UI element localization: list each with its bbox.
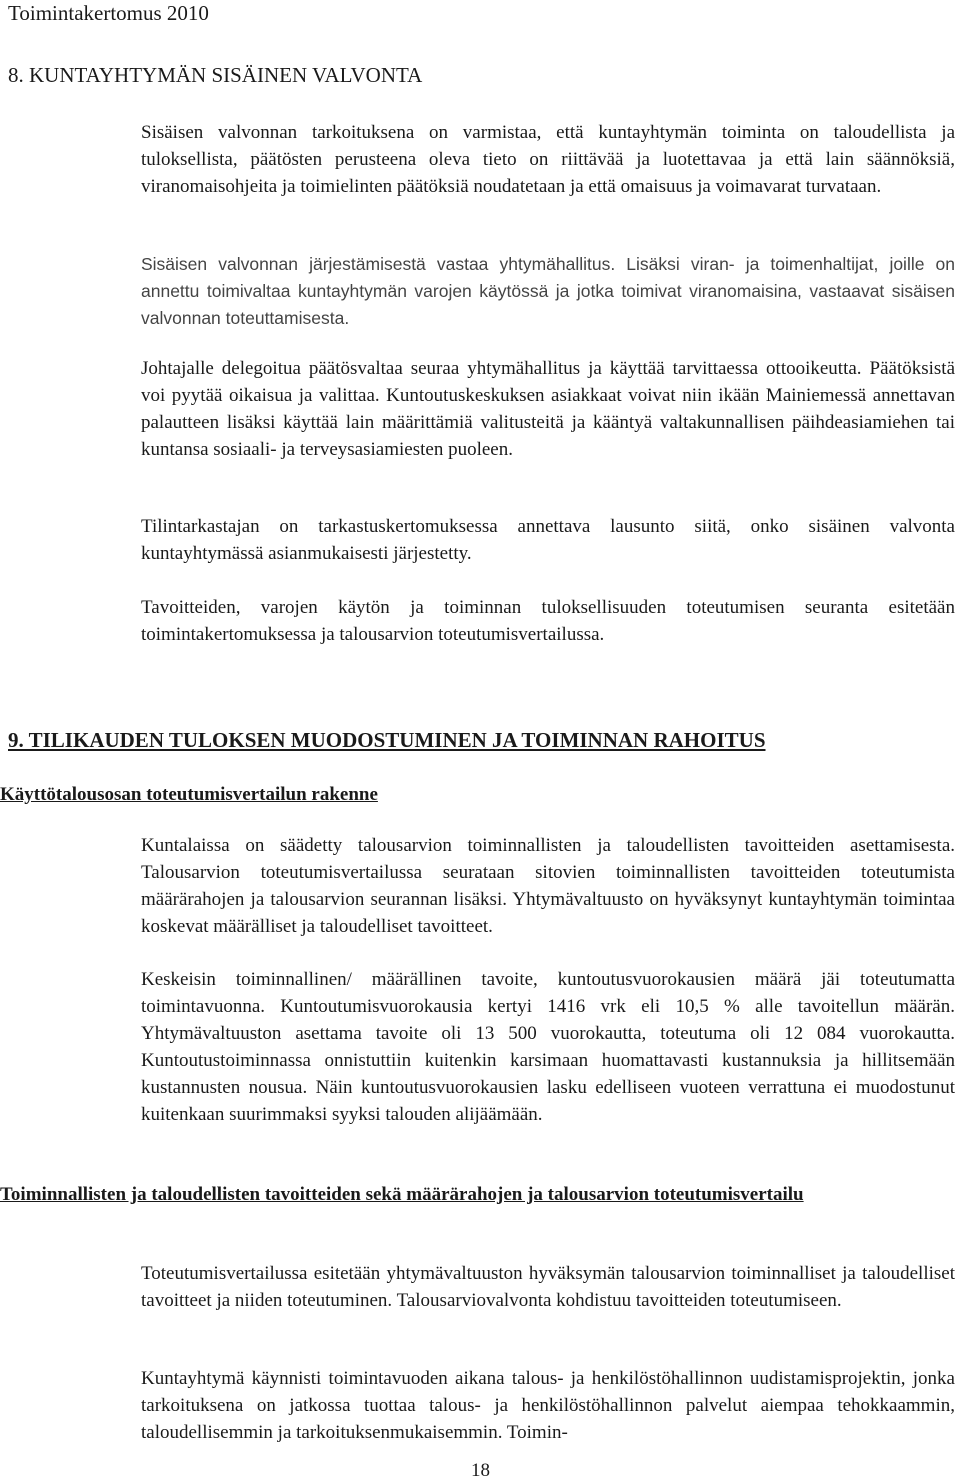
section-8-paragraph: Tavoitteiden, varojen käytön ja toiminnan tuloksellisuuden toteutumisen seuranta esitetään toimintakertomuksessa ja talousarvion toteutumisvertailussa. xyxy=(141,597,955,645)
subsection-heading: Käyttötalousosan toteutumisvertailun rakenne xyxy=(0,784,378,805)
section-9-heading: 9. TILIKAUDEN TULOKSEN MUODOSTUMINEN JA TOIMINNAN RAHOITUS xyxy=(8,728,766,752)
section-8-paragraph: Johtajalle delegoitua päätösvaltaa seuraa yhtymähallitus ja käyttää tarvittaessa ottooikeutta. Päätöksistä voi pyytää oikaisua ja valittaa. Kuntoutuskeskuksen asiakkaat voivat niin ikään Mainiemessä annettavan palautteen lisäksi käyttää lain määrittämiä valitusteitä ja kääntyä valtakunnallisen päihdeasiamiehen tai kuntansa sosiaali- ja terveysasiamiesten puoleen. xyxy=(141,358,955,460)
section-8-heading: 8. KUNTAYHTYMÄN SISÄINEN VALVONTA xyxy=(8,63,423,87)
section-9-paragraph: Kuntalaissa on säädetty talousarvion toiminnallisten ja taloudellisten tavoitteiden asettamisesta. Talousarvion toteutumisvertailussa seurataan sitovien toiminnallisten tavoitteiden toteutumista määrärahojen ja talousarvion seurannan lisäksi. Yhtymävaltuusto on hyväksynyt kuntayhtymän toimintaa koskevat määrälliset ja taloudelliset tavoitteet. xyxy=(141,835,955,937)
page-number: 18 xyxy=(471,1460,490,1481)
section-9-paragraph: Kuntayhtymä käynnisti toimintavuoden aikana talous- ja henkilöstöhallinnon uudistamisprojektin, jonka tarkoituksena on jatkossa tuottaa talous- ja henkilöstöhallinnon palvelut aiempaa tehokkaammin, taloudellisemmin ja tarkoituksenmukaisemmin. Toimin- xyxy=(141,1368,955,1443)
section-8-paragraph: Sisäisen valvonnan tarkoituksena on varmistaa, että kuntayhtymän toiminta on taloudellista ja tuloksellista, päätösten perusteena oleva tieto on riittävää ja luotettavaa ja että lain säännöksiä, viranomaisohjeita ja toimielinten päätöksiä noudatetaan ja että omaisuus ja voimavarat turvataan. xyxy=(141,122,955,197)
section-9-paragraph: Keskeisin toiminnallinen/ määrällinen tavoite, kuntoutusvuorokausien määrä jäi toteutumatta toimintavuonna. Kuntoutumisvuorokausia kertyi 1416 vrk eli 10,5 % alle tavoitellun määrän. Yhtymävaltuuston asettama tavoite oli 13 500 vuorokautta, toteutuma oli 12 084 vuorokautta. Kuntoutustoiminnassa onnistuttiin kuitenkin karsimaan huomattavasti kustannuksia ja hillitsemään kustannusten nousua. Näin kuntoutusvuorokausien lasku edelliseen vuoteen verrattuna ei muodostunut kuitenkaan suurimmaksi syyksi talouden alijäämään. xyxy=(141,969,955,1125)
header-title: Toimintakertomus 2010 xyxy=(8,1,209,25)
section-9-paragraph: Toteutumisvertailussa esitetään yhtymävaltuuston hyväksymän talousarvion toiminnalliset ja taloudelliset tavoitteet ja niiden toteutuminen. Talousarviovalvonta kohdistuu tavoitteiden toteutumiseen. xyxy=(141,1263,955,1311)
section-8-paragraph: Sisäisen valvonnan järjestämisestä vastaa yhtymähallitus. Lisäksi viran- ja toimenhaltijat, joille on annettu toimivaltaa kuntayhtymän varojen käytössä ja jotka toimivat viranomaisina, vastaavat sisäisen valvonnan toteuttamisesta. xyxy=(141,254,955,328)
subsection-heading: Toiminnallisten ja taloudellisten tavoitteiden sekä määrärahojen ja talousarvion toteutumisvertailu xyxy=(0,1184,804,1205)
section-8-paragraph: Tilintarkastajan on tarkastuskertomuksessa annettava lausunto siitä, onko sisäinen valvonta kuntayhtymässä asianmukaisesti järjestetty. xyxy=(141,516,955,564)
